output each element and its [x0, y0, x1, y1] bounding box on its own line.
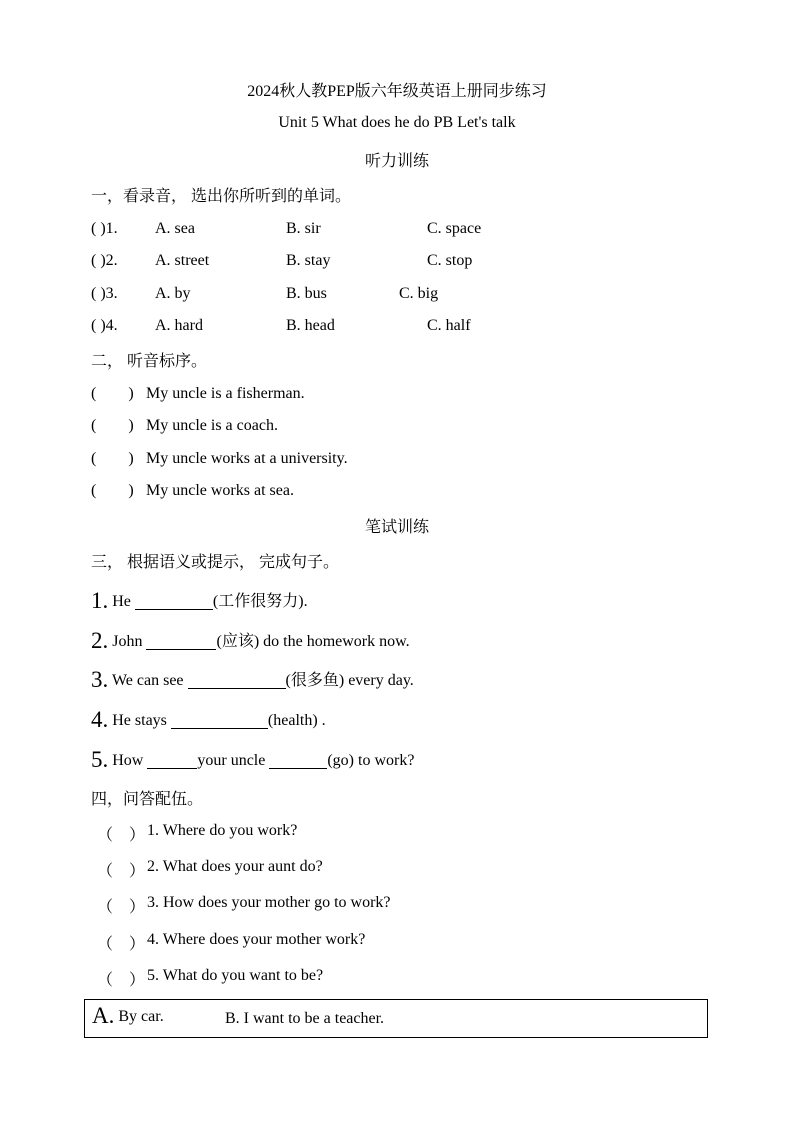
answer-bracket: ( ) — [91, 385, 134, 402]
option-b: B. sir — [286, 220, 321, 237]
sentence-post: (go) to work? — [327, 752, 415, 769]
sentence-4 — [91, 707, 326, 733]
sentence-pre: John — [112, 633, 147, 650]
answer-a-text: By car. — [114, 1008, 164, 1025]
sentence-number: 2. — [91, 628, 109, 653]
option-b: B. stay — [286, 252, 331, 269]
section2-item-4 — [91, 482, 294, 500]
item-text: My uncle is a fisherman. — [146, 385, 305, 402]
answer-bracket: （ ） — [97, 972, 146, 989]
listening-heading: 听力训练 — [364, 153, 429, 170]
row-number: ( )2. — [91, 252, 118, 269]
option-b: B. head — [286, 317, 335, 334]
unit-subtitle: Unit 5 What does he do PB Let's talk — [278, 114, 516, 131]
fill-blank[interactable] — [147, 752, 197, 769]
question-2 — [97, 858, 323, 881]
fill-blank[interactable] — [146, 633, 216, 650]
option-a: A. by — [155, 285, 191, 302]
option-a: A. sea — [155, 220, 195, 237]
row-number: ( )3. — [91, 285, 118, 302]
answer-b: B. I want to be a teacher. — [225, 1010, 385, 1027]
option-c: C. stop — [427, 252, 473, 269]
question-1 — [97, 822, 298, 845]
sentence-pre: He stays — [112, 712, 171, 729]
option-c: C. big — [399, 285, 439, 302]
answer-bracket: （ ） — [97, 936, 146, 953]
question-text: 4. Where does your mother work? — [147, 931, 366, 948]
sentence-post: (应该) do the homework now. — [216, 633, 410, 650]
option-c: C. half — [427, 317, 471, 334]
sentence-number: 4. — [91, 707, 109, 732]
sentence-number: 5. — [91, 747, 109, 772]
row-number: ( )1. — [91, 220, 118, 237]
answer-bracket: （ ） — [97, 899, 146, 916]
option-a: A. street — [155, 252, 210, 269]
sentence-pre: He — [112, 593, 135, 610]
question-4 — [97, 931, 366, 954]
item-text: My uncle is a coach. — [146, 417, 278, 434]
section3-heading: 三， 根据语义或提示， 完成句子。 — [91, 554, 340, 571]
option-c: C. space — [427, 220, 482, 237]
question-text: 5. What do you want to be? — [147, 967, 324, 984]
question-text: 2. What does your aunt do? — [147, 858, 323, 875]
sentence-pre: How — [112, 752, 148, 769]
sentence-post: (工作很努力). — [212, 593, 308, 610]
fill-blank[interactable] — [269, 752, 327, 769]
question-text: 3. How does your mother go to work? — [147, 894, 391, 911]
option-a: A. hard — [155, 317, 203, 334]
item-text: My uncle works at a university. — [146, 450, 348, 467]
section4-heading: 四，问答配伍。 — [91, 791, 204, 808]
answer-options-box — [84, 999, 708, 1038]
row-number: ( )4. — [91, 317, 118, 334]
page-title: 2024秋人教PEP版六年级英语上册同步练习 — [247, 83, 547, 100]
fill-blank[interactable] — [135, 593, 213, 610]
answer-bracket: （ ） — [97, 827, 146, 844]
item-text: My uncle works at sea. — [146, 482, 294, 499]
answer-bracket: ( ) — [91, 450, 134, 467]
question-5 — [97, 967, 324, 990]
answer-bracket: （ ） — [97, 863, 146, 880]
question-3 — [97, 894, 391, 917]
fill-blank[interactable] — [188, 672, 286, 689]
writing-heading: 笔试训练 — [364, 519, 429, 536]
sentence-pre: We can see — [111, 672, 188, 689]
sentence-1 — [91, 588, 308, 614]
sentence-2 — [91, 628, 410, 654]
sentence-3 — [91, 667, 414, 693]
section2-item-1 — [91, 385, 305, 403]
answer-bracket: ( ) — [91, 417, 134, 434]
sentence-post: (很多鱼) every day. — [285, 672, 414, 689]
answer-bracket: ( ) — [91, 482, 134, 499]
sentence-5 — [91, 747, 414, 773]
sentence-post: (health) . — [267, 712, 326, 729]
option-b: B. bus — [286, 285, 327, 302]
section1-heading: 一，看录音， 选出你所听到的单词。 — [91, 188, 352, 205]
section2-item-3 — [91, 450, 348, 468]
section2-heading: 二， 听音标序。 — [91, 353, 208, 370]
fill-blank[interactable] — [171, 712, 268, 729]
sentence-number: 3. — [91, 667, 109, 692]
sentence-number: 1. — [91, 588, 109, 613]
answer-a — [92, 1003, 164, 1029]
section2-item-2 — [91, 417, 278, 435]
answer-a-letter: A. — [92, 1003, 115, 1028]
sentence-mid: your uncle — [197, 752, 270, 769]
question-text: 1. Where do you work? — [147, 822, 298, 839]
